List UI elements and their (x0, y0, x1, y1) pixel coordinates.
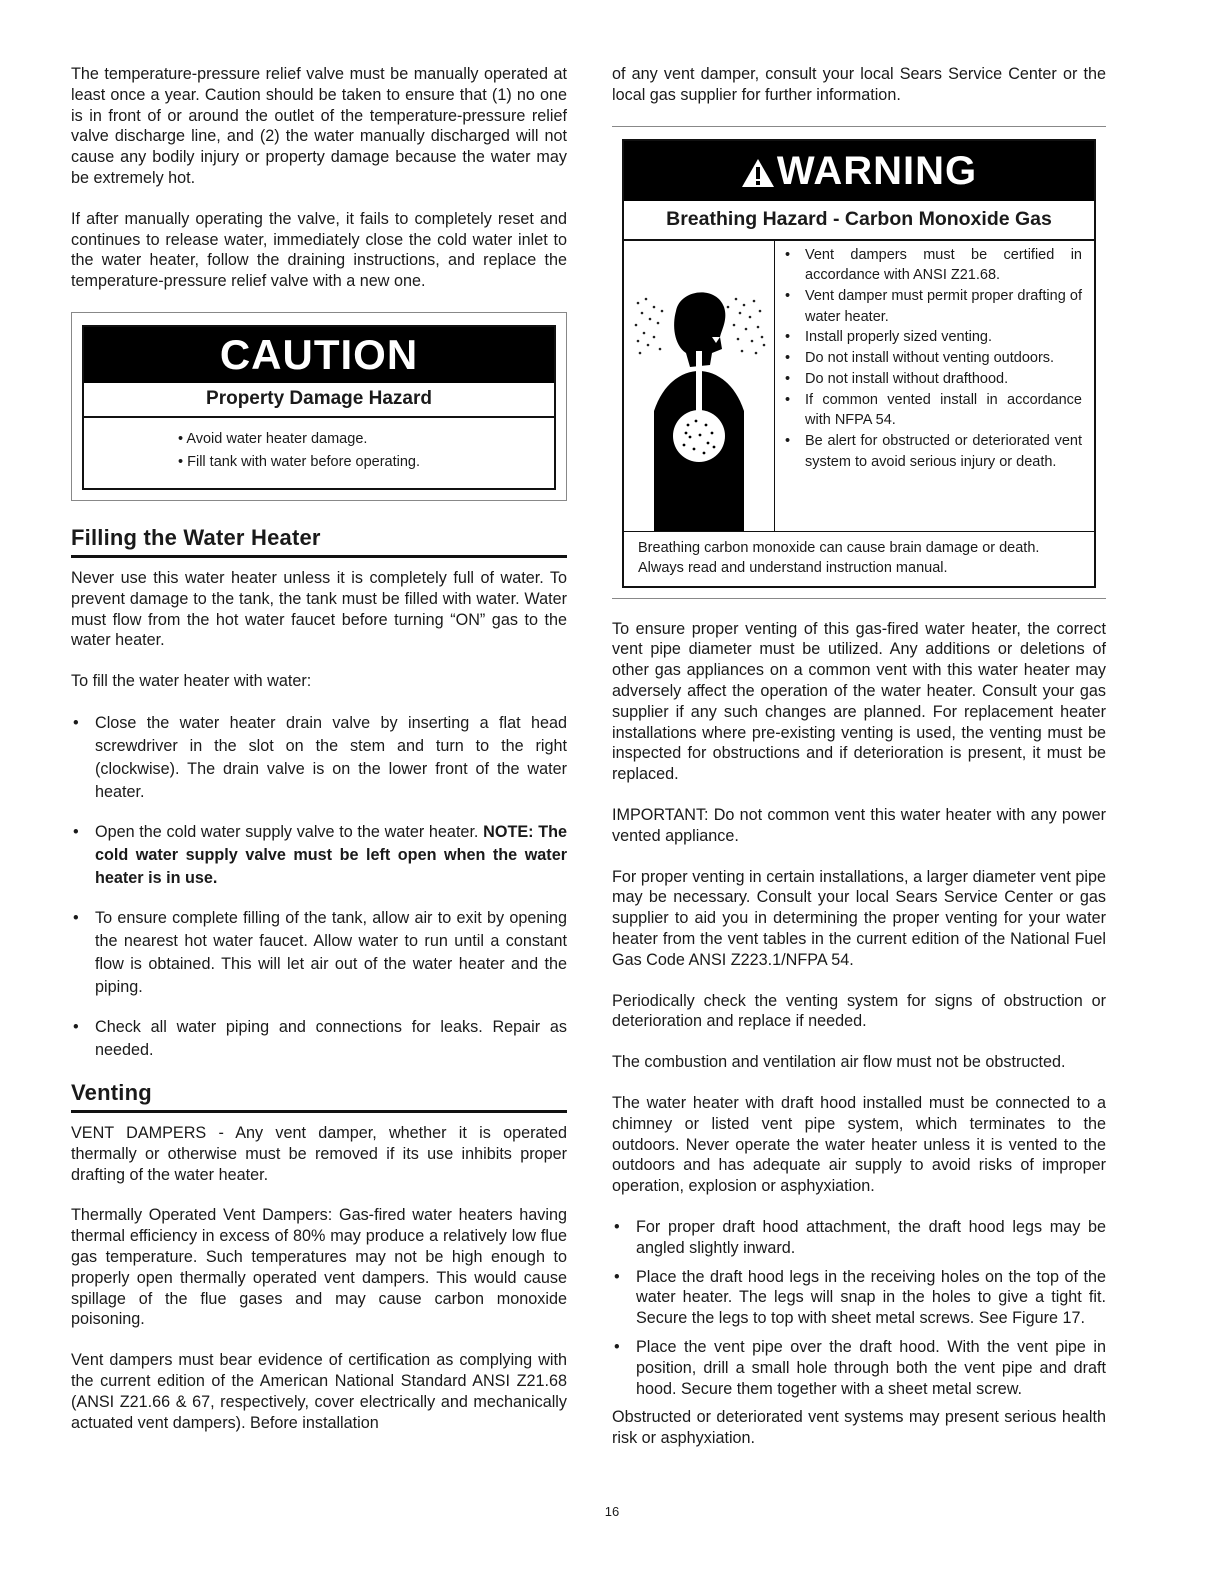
warning-header (624, 141, 1094, 201)
left-column (71, 64, 567, 1453)
list-item: • Open the cold water supply valve to the water heater. NOTE: The cold water supply valve must be left open when the water heater is in use. (71, 821, 567, 890)
draft-hood-steps (612, 1217, 1106, 1399)
list-item: • To ensure complete filling of the tank, allow air to exit by opening the nearest hot water faucet. Allow water to run until a constant flow is obtained. This will let air out of the water heater and the piping. (71, 907, 567, 999)
list-item: • If common vented install in accordance with NFPA 54. (805, 390, 1082, 431)
list-item: • Place the vent pipe over the draft hood. With the vent pipe in position, drill a small hole through both the vent pipe and draft hood. Secure them together with a sheet metal screw. (612, 1337, 1106, 1399)
venting-paragraph-3: Vent dampers must bear evidence of certification as complying with the current edition of the American National Standard ANSI Z21.68 (ANSI Z21.66 & 67, respectively, cover electrically and mechanically actuated vent dampers). Before installation (71, 1351, 567, 1432)
intro-paragraph-1: The temperature-pressure relief valve must be manually operated at least once a year. Caution should be taken to ensure that (1) no one is in front of or around the outlet of the temperature-pressure relief valve discharge line, and (2) the water manually discharged will not cause any bodily injury or property damage because the water may be extremely hot. (71, 65, 567, 187)
list-item: • Check all water piping and connections for leaks. Repair as needed. (71, 1016, 567, 1062)
warning-list (775, 241, 1094, 531)
caution-item: • Fill tank with water before operating. (178, 453, 421, 470)
list-item: • Vent damper must permit proper drafting of water heater. (805, 286, 1082, 327)
venting-paragraph-6: Periodically check the venting system for signs of obstruction or deterioration and replace if needed. (612, 991, 1106, 1031)
venting-paragraph-4: To ensure proper venting of this gas-fired water heater, the correct vent pipe diameter must be utilized. Any additions or deletions of other gas appliances on a common vent with this water heater may adversely affect the operation of the water heater. Consult your gas supplier if any such changes are planned. For replacement heater installations where pre-existing venting is used, the venting must be inspected for obstructions and if deterioration is present, it must be replaced. (612, 619, 1106, 784)
venting-paragraph-5: For proper venting in certain installations, a larger diameter vent pipe may be necessary. Consult your local Sears Service Center or gas supplier to aid you in determining the proper venting for your water heater from the vent tables in the current edition of the National Fuel Gas Code ANSI Z223.1/NFPA 54. (612, 867, 1106, 969)
venting-paragraph-9: Obstructed or deteriorated vent systems may present serious health risk or asphyxiation. (612, 1408, 1106, 1448)
warning-subtitle: Breathing Hazard - Carbon Monoxide Gas (624, 201, 1094, 241)
caution-item: • Avoid water heater damage. (178, 430, 368, 447)
page-number: 16 (604, 1504, 620, 1519)
list-item: • Install properly sized venting. (805, 327, 1082, 348)
section-heading-filling: Filling the Water Heater (71, 525, 567, 558)
venting-paragraph-2: Thermally Operated Vent Dampers: Gas-fired water heaters having thermal efficiency in excess of 80% may produce a relatively low flue gas temperature. Such temperatures may not be high enough to properly open thermally operated vent dampers. This would cause spillage of the flue gases and may cause carbon monoxide poisoning. (71, 1206, 567, 1329)
list-item: • Place the draft hood legs in the receiving holes on the top of the water heater. The legs will snap in the holes to give a tight fit. Secure the legs to top with sheet metal screws. See Figure 17. (612, 1267, 1106, 1329)
venting-paragraph-8: The water heater with draft hood installed must be connected to a chimney or listed vent pipe system, which terminates to the outdoors. Never operate the water heater unless it is vented to the outdoors and has adequate air supply to avoid risks of improper operation, explosion or asphyxiation. (612, 1093, 1106, 1196)
list-item: • Close the water heater drain valve by inserting a flat head screwdriver in the slot on the stem and turn to the right (clockwise). The drain valve is on the lower front of the water heater. (71, 712, 567, 804)
list-item: • Do not install without venting outdoors. (805, 348, 1082, 369)
venting-paragraph-7: The combustion and ventilation air flow must not be obstructed. (612, 1053, 1066, 1072)
warning-box (612, 126, 1106, 599)
filling-paragraph-1: Never use this water heater unless it is completely full of water. To prevent damage to the tank, the tank must be filled with water. Water must flow from the hot water faucet before turning “ON” gas to the water heater. (71, 568, 567, 650)
warning-footer: Breathing carbon monoxide can cause brain damage or death. Always read and understand instruction manual. (638, 539, 1040, 576)
filling-paragraph-2: To fill the water heater with water: (71, 672, 312, 691)
continued-paragraph: of any vent damper, consult your local Sears Service Center or the local gas supplier for further information. (612, 65, 1106, 104)
list-item: • Be alert for obstructed or deteriorated vent system to avoid serious injury or death. (805, 431, 1082, 472)
intro-paragraph-2: If after manually operating the valve, it fails to completely reset and continues to release water, immediately close the cold water inlet to the water heater, follow the draining instructions, and replace the temperature-pressure relief valve with a new one. (71, 209, 567, 291)
list-item: • Vent dampers must be certified in accordance with ANSI Z21.68. (805, 245, 1082, 286)
caution-title: CAUTION (84, 327, 554, 383)
right-column (612, 64, 1106, 1469)
warning-triangle-icon (741, 158, 775, 188)
important-note: IMPORTANT: Do not common vent this water heater with any power vented appliance. (612, 805, 1106, 845)
list-item: • For proper draft hood attachment, the draft hood legs may be angled slightly inward. (612, 1217, 1106, 1259)
note-text: NOTE: The cold water supply valve must be left open when the water heater is in use. (95, 822, 568, 887)
warning-title: WARNING (776, 148, 978, 193)
section-heading-venting: Venting (71, 1080, 567, 1113)
carbon-monoxide-hazard-icon (624, 241, 775, 531)
list-item: • Do not install without drafthood. (805, 369, 1082, 390)
filling-steps (71, 712, 567, 1062)
venting-paragraph-1: VENT DAMPERS - Any vent damper, whether it is operated thermally or otherwise must be removed if its use inhibits proper drafting of the water heater. (71, 1123, 567, 1184)
caution-box (71, 312, 567, 501)
caution-subtitle: Property Damage Hazard (84, 383, 554, 418)
